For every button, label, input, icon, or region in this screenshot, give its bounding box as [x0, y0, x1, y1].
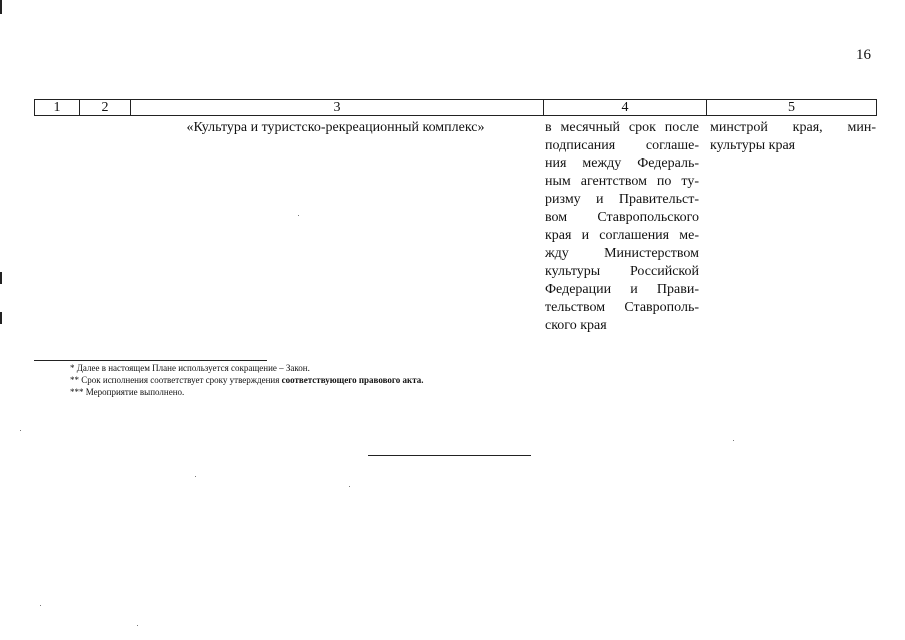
footnote-item: * Далее в настоящем Плане используется сокращение – Закон. — [70, 363, 310, 373]
scan-speck — [20, 430, 21, 431]
header-col-1: 1 — [53, 100, 61, 115]
scan-speck — [733, 440, 734, 441]
deadline-line: тельством Ставрополь- — [545, 300, 699, 315]
deadline-line: ризму и Правительст- — [545, 192, 699, 207]
deadline-line: вом Ставропольского — [545, 210, 699, 225]
scan-speck — [40, 605, 41, 606]
scan-edge-mark — [0, 0, 2, 14]
scan-speck — [298, 215, 299, 216]
footnote-item: ** Срок исполнения соответствует сроку утверждения соответствующего правового акта. — [70, 375, 424, 385]
scan-edge-mark — [0, 312, 2, 324]
footnote-emphasis: соответствующего правового акта. — [281, 375, 424, 385]
header-col-5: 5 — [788, 100, 795, 115]
deadline-line: культуры Российской — [545, 264, 699, 279]
deadline-line: в месячный срок после — [545, 120, 699, 135]
footnote-item: *** Мероприятие выполнено. — [70, 387, 185, 397]
scan-speck — [137, 625, 138, 626]
deadline-line: жду Министерством — [545, 246, 699, 261]
responsible-line: минстрой края, мин- — [710, 120, 876, 135]
deadline-cell — [545, 119, 699, 335]
document-end-rule — [368, 455, 531, 456]
deadline-line: края и соглашения ме- — [545, 228, 699, 243]
deadline-line: подписания соглаше- — [545, 138, 699, 153]
deadline-line: ского края — [545, 318, 607, 333]
table-header-row — [34, 99, 877, 116]
header-col-3: 3 — [333, 100, 341, 115]
responsible-cell — [710, 119, 876, 155]
header-col-4: 4 — [621, 100, 629, 115]
page-number: 16 — [856, 47, 871, 63]
deadline-line: Федерации и Прави- — [545, 282, 699, 297]
footnote-separator — [34, 360, 267, 361]
responsible-line: культуры края — [710, 138, 796, 153]
footnotes — [70, 362, 570, 398]
header-col-2: 2 — [101, 100, 109, 115]
section-title: «Культура и туристско-рекреационный комплекс» — [186, 120, 485, 135]
deadline-line: ния между Федераль- — [545, 156, 699, 171]
scan-edge-mark — [0, 272, 2, 284]
scan-speck — [349, 486, 350, 487]
deadline-line: ным агентством по ту- — [545, 174, 699, 189]
scan-speck — [195, 476, 196, 477]
